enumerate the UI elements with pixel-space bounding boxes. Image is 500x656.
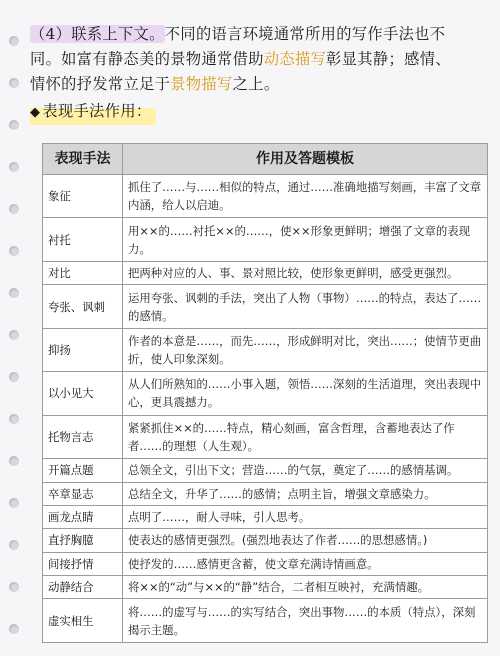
technique-name: 托物言志 — [43, 415, 123, 458]
binder-hole-icon — [9, 624, 19, 634]
intro-label: （4） — [30, 25, 72, 43]
table-row — [43, 218, 488, 261]
technique-name: 对比 — [43, 261, 123, 284]
table-row — [43, 285, 488, 328]
binder-hole-icon — [9, 540, 19, 550]
intro-text: 之上。 — [232, 75, 280, 93]
technique-template: 使抒发的……感情更含蓄，使文章充满诗情画意。 — [123, 552, 488, 575]
binder-hole-icon — [9, 456, 19, 466]
binder-hole-icon — [9, 120, 19, 130]
intro-text: 情怀的抒发常立足于 — [30, 75, 171, 93]
table-row — [43, 552, 488, 575]
binder-hole-icon — [9, 78, 19, 88]
technique-name: 虚实相生 — [43, 599, 123, 643]
table-row — [43, 261, 488, 284]
technique-template: 紧紧抓住××的……特点，精心刻画，富含哲理，含蓄地表达了作者……的理想（人生观）。 — [123, 415, 488, 458]
technique-name: 夸张、讽刺 — [43, 285, 123, 328]
keyword-highlight: 景物描写 — [170, 75, 233, 93]
binder-hole-icon — [9, 330, 19, 340]
binder-hole-icon — [9, 414, 19, 424]
technique-template: 作者的本意是……，而先……，形成鲜明对比，突出……；使情节更曲折，使人印象深刻。 — [123, 328, 488, 371]
technique-name: 开篇点题 — [43, 459, 123, 482]
table-row — [43, 576, 488, 599]
intro-title: 联系上下文。 — [71, 25, 165, 43]
binder-hole-icon — [9, 246, 19, 256]
technique-name: 卒章显志 — [43, 482, 123, 505]
technique-template: 用××的……衬托××的……，使××形象更鲜明；增强了文章的表现力。 — [123, 218, 488, 261]
intro-text: 彰显其静；感情、 — [326, 50, 451, 68]
table-row — [43, 482, 488, 505]
table-header-row — [43, 144, 488, 175]
technique-template: 将……的虚写与……的实写结合，突出事物……的本质（特点），深刻揭示主题。 — [123, 599, 488, 643]
intro-paragraph — [30, 22, 492, 125]
binder-hole-icon — [9, 204, 19, 214]
technique-template: 把两种对应的人、事、景对照比较，使形象更鲜明，感受更强烈。 — [123, 261, 488, 284]
technique-name: 以小见大 — [43, 372, 123, 415]
technique-template: 使表达的感情更强烈。(强烈地表达了作者……的思想感情。) — [123, 529, 488, 552]
intro-text: 不同的语言环境通常所用的写作手法也不 — [164, 25, 446, 43]
technique-template: 点明了……，耐人寻味，引人思考。 — [123, 505, 488, 528]
intro-heading — [30, 25, 165, 43]
table-row — [43, 175, 488, 218]
technique-name: 抑扬 — [43, 328, 123, 371]
binder-hole-icon — [9, 288, 19, 298]
binder-hole-icon — [9, 582, 19, 592]
technique-template: 将××的“动”与××的“静”结合，二者相互映衬，充满情趣。 — [123, 576, 488, 599]
technique-name: 衬托 — [43, 218, 123, 261]
technique-template: 从人们所熟知的……小事入题，领悟……深刻的生活道理，突出表现中心，更具震撼力。 — [123, 372, 488, 415]
binder-hole-icon — [9, 162, 19, 172]
table-row — [43, 505, 488, 528]
technique-name: 动静结合 — [43, 576, 123, 599]
table-row — [43, 328, 488, 371]
technique-template: 总结全文，升华了……的感情；点明主旨，增强文章感染力。 — [123, 482, 488, 505]
technique-name: 间接抒情 — [43, 552, 123, 575]
column-header: 表现手法 — [43, 144, 123, 175]
binder-hole-icon — [9, 498, 19, 508]
technique-template: 抓住了……与……相似的特点，通过……准确地描写刻画，丰富了文章内涵，给人以启迪。 — [123, 175, 488, 218]
binder-holes — [0, 0, 26, 656]
diamond-bullet-icon: ◆ — [30, 105, 41, 120]
binder-hole-icon — [9, 372, 19, 382]
subheading-text: 表现手法作用： — [42, 102, 152, 120]
column-header: 作用及答题模板 — [123, 144, 488, 175]
technique-template: 总领全文，引出下文；营造……的气氛，奠定了……的感情基调。 — [123, 459, 488, 482]
technique-name: 象征 — [43, 175, 123, 218]
technique-table — [42, 143, 488, 643]
table-row — [43, 415, 488, 458]
table-row — [43, 529, 488, 552]
technique-name: 画龙点睛 — [43, 505, 123, 528]
technique-template: 运用夸张、讽刺的手法，突出了人物（事物）……的特点，表达了……的感情。 — [123, 285, 488, 328]
binder-hole-icon — [9, 36, 19, 46]
table-row — [43, 459, 488, 482]
section-subheading — [30, 99, 156, 125]
table-row — [43, 599, 488, 643]
table-row — [43, 372, 488, 415]
intro-text: 同。如富有静态美的景物通常借助 — [30, 50, 264, 68]
technique-name: 直抒胸臆 — [43, 529, 123, 552]
keyword-highlight: 动态描写 — [263, 50, 327, 68]
